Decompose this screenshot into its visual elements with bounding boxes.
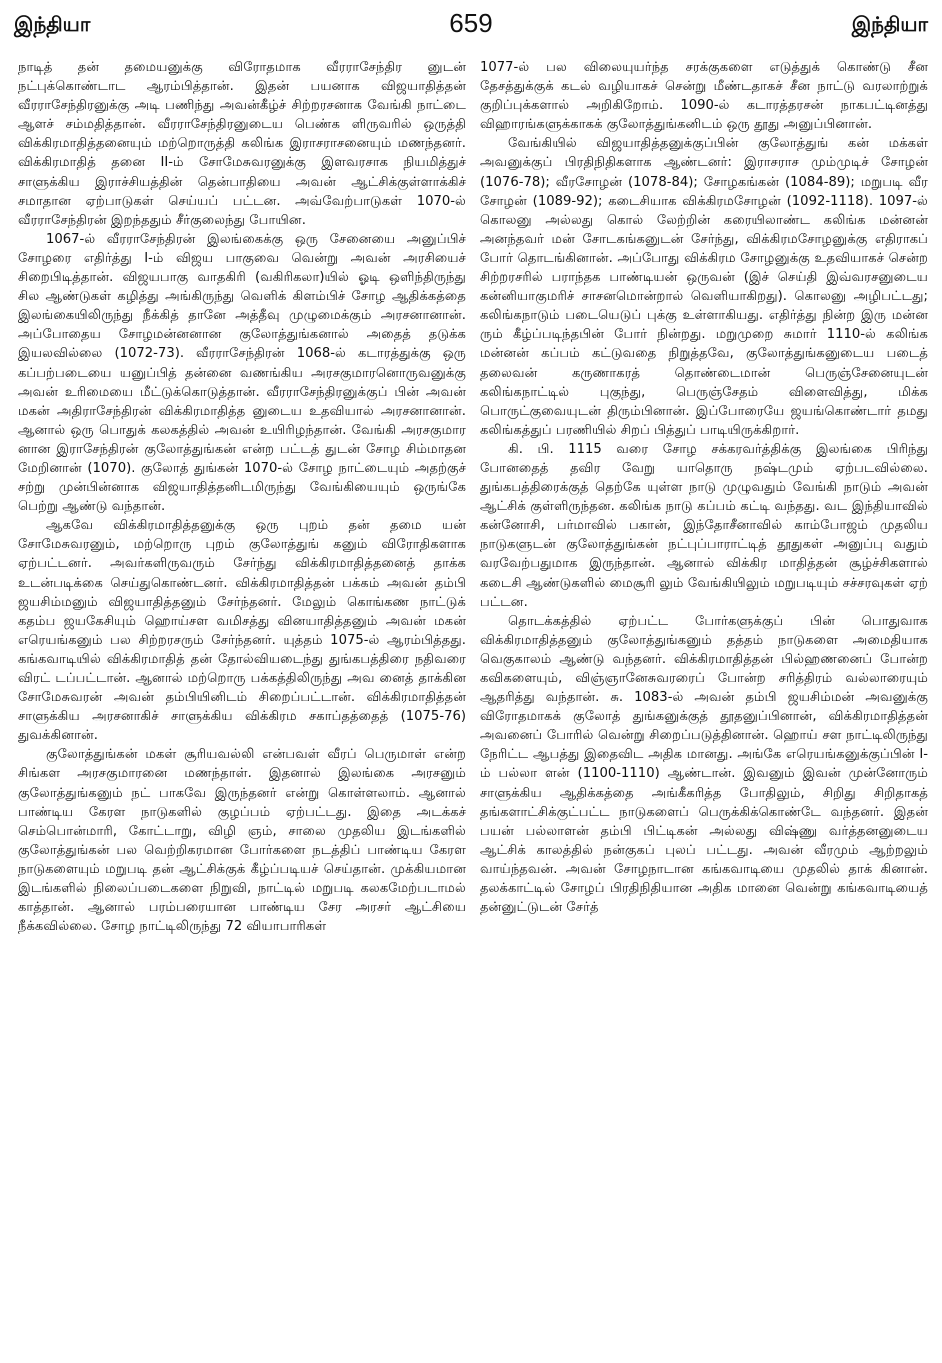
paragraph: கி. பி. 1115 வரை சோழ சக்கரவர்த்திக்கு இலங்கை பிரிந்து போனதைத் தவிர வேறு யாதொரு நஷ்டமும் ஏற்படவில்லை. துங்கபத்திரைக்குத் தெற்கே யுள்ள நாடு முழுவதும் வேங்கி நாடும் அவன் ஆட்சிக் குள்ளிருந்தன. கலிங்க நாடு கப்பம் கட்டி வந்தது. வட இந்தியாவில் கன்னோசி, பர்மாவில் பகான், இந்தோசீனாவில் காம்போஜம் முதலிய நாடுகளுடன் குலோத்துங்கன் நட்புப்பாராட்டித் தூதுகள் அனுப்பு வதும் வரவேற்பதுமாக இருந்தான். ஆனால் விக்கிர மாதித்தன் சூழ்ச்சிகளால் கடைசி ஆண்டுகளில் மைசூரி லும் வேங்கியிலும் மறுபடியும் சச்சரவுகள் ஏற் பட்டன.	[480, 441, 928, 610]
paragraph: 1077-ல் பல விலையுயர்ந்த சரக்குகளை எடுத்துக் கொண்டு சீன தேசத்துக்குக் கடல் வழியாகச் சென்று மீண்டதாகச் சீன நாட்டு வரலாற்றுக் குறிப்புக்களால் அறிகிறோம். 1090-ல் கடாரத்தரசன் நாகபட்டினத்து விஹாரங்களுக்காகக் குலோத்துங்கனிடம் ஒரு தூது அனுப்பினான்.	[480, 60, 928, 133]
paragraph: 1067-ல் வீரராசேந்திரன் இலங்கைக்கு ஒரு சேனையை அனுப்பிச் சோழரை எதிர்த்து I-ம் விஜய பாகுவை வென்று அவன் அரசியைச் சிறைபிடித்தான். விஜயபாகு வாதகிரி (வகிரிகலா)யில் ஓடி ஒளிந்திருந்து சில ஆண்டுகள் கழித்து அங்கிருந்து வெளிக் கிளம்பிச் சோழ ஆதிக்கத்தை இலங்கையிலிருந்து நீக்கித் தானே அத்தீவு முழுமைக்கும் அரசனானான். அப்போதைய சோழமன்னனான குலோத்துங்கனால் அதைத் தடுக்க இயலவில்லை (1072-73). வீரராசேந்திரன் 1068-ல் கடாரத்துக்கு ஒரு கப்பற்படையை யனுப்பித் தன்னை வணங்கிய அரசகுமாரனொருவனுக்கு அவன் உரிமையை மீட்டுக்கொடுத்தான். வீரராசேந்திரனுக்குப் பின் அவன் மகன் அதிராசேந்திரன் விக்கிரமாதித்த னுடைய உதவியால் அரசனானான். ஆனால் ஒரு பொதுக் கலகத்தில் அவன் உயிரிழந்தான். வேங்கி அரசகுமார னான இராசேந்திரன் குலோத்துங்கன் என்ற பட்டத் துடன் சோழ சிம்மாதன மேறினான் (1070). குலோத் துங்கன் 1070-ல் சோழ நாட்டையும் அதற்குச் சற்று முன்பின்னாக விஜயாதித்தனிடமிருந்து வேங்கியையும் ஒருங்கே பெற்று ஆண்டு வந்தான்.	[18, 231, 466, 515]
header-left-title: இந்தியா	[14, 12, 91, 36]
right-column	[480, 58, 928, 1357]
left-column	[18, 58, 466, 1357]
paragraph: ஆகவே விக்கிரமாதித்தனுக்கு ஒரு புறம் தன் தமை யன் சோமேசுவரனும், மற்றொரு புறம் குலோத்துங் கனும் விரோதிகளாக ஏற்பட்டனர். அவர்களிருவரும் சேர்ந்து விக்கிரமாதித்தனைத் தாக்க உடன்படிக்கை செய்துகொண்டனர். விக்கிரமாதித்தன் பக்கம் அவன் தம்பி ஜயசிம்மனும் விஜயாதித்தனும் சேர்ந்தனர். மேலும் கொங்கண நாட்டுக் கதம்ப ஜயகேசியும் ஹொய்சள வமிசத்து வினயாதித்தனும் அவன் மகன் எரெயங்கனும் பல சிற்றரசரும் சேர்ந்தனர். யுத்தம் 1075-ல் ஆரம்பித்தது. கங்கவாடியில் விக்கிரமாதித் தன் தோல்வியடைந்து துங்கபத்திரை நதிவரை விரட் டப்பட்டான். ஆனால் மற்றொரு பக்கத்திலிருந்து அவ னைத் தாக்கின சோமேசுவரன் அவன் தம்பியினிடம் சிறைப்பட்டான். விக்கிரமாதித்தன் சாளுக்கிய அரசனாகிச் சாளுக்கிய விக்கிரம சகாப்தத்தைத் (1075-76) துவக்கினான்.	[18, 518, 466, 744]
running-header	[14, 8, 928, 50]
paragraph: குலோத்துங்கன் மகள் சூரியவல்லி என்பவள் வீரப் பெருமாள் என்ற சிங்கள அரசகுமாரனை மணந்தாள். இதனால் இலங்கை அரசனும் குலோத்துங்கனும் நட் பாகவே இருந்தனர் என்று கொள்ளலாம். ஆனால் பாண்டிய கேரள நாடுகளில் குழப்பம் ஏற்பட்டது. இதை அடக்கச் செம்பொன்மாரி, கோட்டாறு, விழி ஞம், சாலை முதலிய இடங்களில் குலோத்துங்கன் பல வெற்றிகரமான போர்களை நடத்திப் பாண்டிய கேரள நாடுகளையும் மறுபடி தன் ஆட்சிக்குக் கீழ்ப்படியச் செய்தான். முக்கியமான இடங்களில் நிலைப்படைகளை நிறுவி, நாட்டில் மறுபடி கலகமேற்படாமல் காத்தான். ஆனால் பரம்பரையான பாண்டிய சேர அரசர் ஆட்சியை நீக்கவில்லை. சோழ நாட்டிலிருந்து 72 வியாபாரிகள்	[18, 747, 466, 935]
header-right-title: இந்தியா	[851, 12, 928, 36]
page-number: 659	[449, 8, 493, 38]
paragraph: நாடித் தன் தமையனுக்கு விரோதமாக வீரராசேந்திர னுடன் நட்புக்கொண்டாட ஆரம்பித்தான். இதன் பயனாக விஜயாதித்தன் வீரராசேந்திரனுக்கு அடி பணிந்து அவன்கீழ்ச் சிற்றரசனாக வேங்கி நாட்டை ஆளச் சம்மதித்தான். வீரராசேந்திரனுடைய பெண்க ளிருவரில் ஒருத்தி விக்கிரமாதித்தனையும் மற்றொருத்தி கலிங்க இராசராசனையும் மணந்தனர். விக்கிரமாதித் தனை II-ம் சோமேசுவரனுக்கு இளவரசாக நியமித்துச் சாளுக்கிய இராச்சியத்தின் தென்பாதியை அவன் ஆட்சிக்குள்ளாக்கிச் சமாதான ஏற்பாடுகள் செய்யப் பட்டன. அவ்வேற்பாடுகள் 1070-ல் வீரராசேந்திரன் இறந்ததும் சீர்குலைந்து போயின.	[18, 60, 466, 228]
paragraph: தொடக்கத்தில் ஏற்பட்ட போர்களுக்குப் பின் பொதுவாக விக்கிரமாதித்தனும் குலோத்துங்கனும் தத்தம் நாடுகளை அமைதியாக வெகுகாலம் ஆண்டு வந்தனர். விக்கிரமாதித்தன் பில்ஹணனைப் போன்ற கவிகளையும், விஞ்ஞானேசுவரரைப் போன்ற சரித்திரம் வல்லாரையும் ஆதரித்து வந்தான். சு. 1083-ல் அவன் தம்பி ஜயசிம்மன் அவனுக்கு விரோதமாகக் குலோத் துங்கனுக்குத் தூதனுப்பினான், விக்கிரமாதித்தன் அவனைப் போரில் வென்று சிறைப்படுத்தினான். ஹொய் சள நாட்டிலிருந்து நேரிட்ட ஆபத்து இதைவிட அதிக மானது. அங்கே எரெயங்கனுக்குப்பின் I-ம் பல்லா ளன் (1100-1110) ஆண்டான். இவனும் இவன் முன்னோரும் சாளுக்கிய ஆதிக்கத்தை அங்கீகரித்த போதிலும், சிறிது சிறிதாகத் தங்களாட்சிக்குட்பட்ட நாடுகளைப் பெருக்கிக்கொண்டே வந்தனர். இதன் பயன் பல்லாளன் தம்பி பிட்டிகன் அல்லது விஷ்ணு வர்த்தனனுடைய ஆட்சிக் காலத்தில் நன்குகப் புலப் பட்டது. அவன் வீரமும் ஆற்றலும் வாய்ந்தவன். அவன் சோழநாடான கங்கவாடியை முதலில் தாக் கினான். தலக்காட்டில் சோழப் பிரதிநிதியான அதிக மானை வென்று கங்கவாடியைத் தன்னுட்டுடன் சேர்த்	[480, 613, 928, 916]
paragraph: வேங்கியில் விஜயாதித்தனுக்குப்பின் குலோத்துங் கன் மக்கள் அவனுக்குப் பிரதிநிதிகளாக ஆண்டனர்: இராசராச மும்முடிச் சோழன் (1076-78); வீரசோழன் (1078-84); சோழகங்கன் (1084-89); மறுபடி வீர சோழன் (1089-92); கடைசியாக விக்கிரமசோழன் (1092-1118). 1097-ல் கொலனு அல்லது கொல் லேற்றின் கரையிலாண்ட கலிங்க மன்னன் அனந்தவர் மன் சோடகங்கனுடன் சேர்ந்து, விக்கிரமசோழனுக்கு எதிராகப் போர் தொடங்கினான். அப்போது விக்கிரம சோழனுக்கு உதவியாகச் சென்ற சிற்றரசரில் பராந்தக பாண்டியன் ஒருவன் (இச் செய்தி இவ்வரசனுடைய கன்னியாகுமரிச் சாசனமொன்றால் வெளியாகிறது). கொலனு அழிபட்டது; கலிங்கநாடும் படையெடுப் புக்கு உள்ளாகியது. எதிர்த்து நின்ற இரு மன்ன ரும் கீழ்ப்படிந்தபின் போர் நின்றது. மறுமுறை சுமார் 1110-ல் கலிங்க மன்னன் கப்பம் கட்டுவதை நிறுத்தவே, குலோத்துங்கனுடைய படைத் தலைவன் கருணாகரத் தொண்டைமான் பெருஞ்சேனையுடன் கலிங்கநாட்டில் புகுந்து, பெருஞ்சேதம் விளைவித்து, மிக்க பொருட்குவையுடன் திரும்பினான். இப்போரையே ஜயங்கொண்டார் தமது கலிங்கத்துப் பரணியில் சிறப் பித்துப் பாடியிருக்கிறார்.	[480, 136, 928, 438]
